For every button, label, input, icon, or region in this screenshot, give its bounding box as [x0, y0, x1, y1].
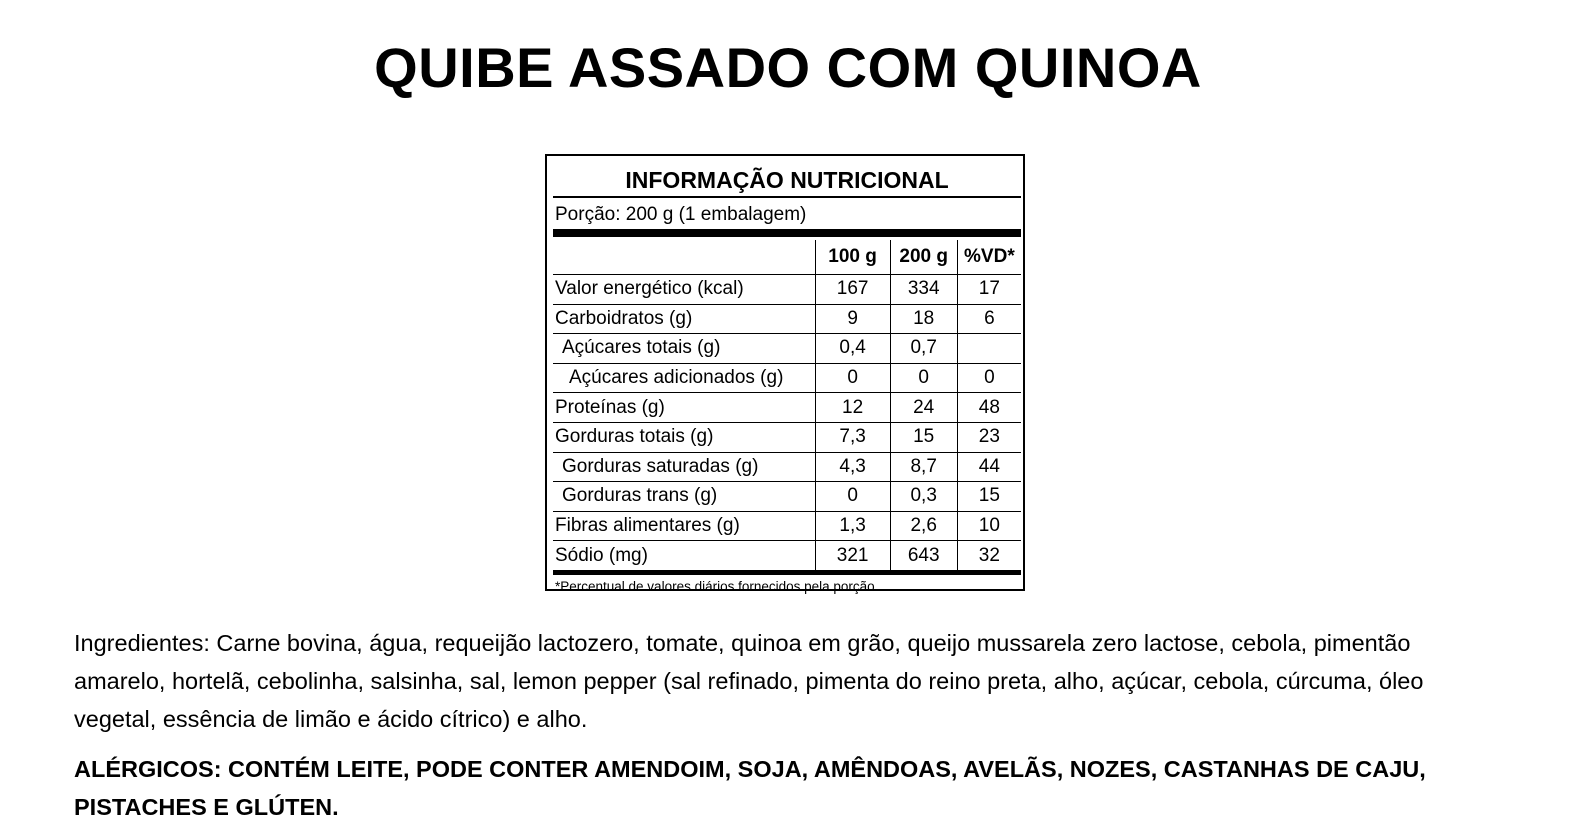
nutrient-name: Gorduras trans (g) [562, 485, 718, 507]
value-200g: 2,6 [890, 511, 957, 541]
nutrient-name: Gorduras saturadas (g) [562, 455, 759, 477]
value-vd: 10 [957, 511, 1021, 541]
nutrient-name: Fibras alimentares (g) [555, 515, 740, 537]
label-heading: INFORMAÇÃO NUTRICIONAL [553, 162, 1021, 198]
ingredients-text: Ingredientes: Carne bovina, água, requeijão lactozero, tomate, quinoa em grão, queijo mussarela zero lactose, cebola, pimentão amarelo, hortelã, cebolinha, salsinha, sal, lemon pepper (sal refinado, pimenta do reino preta, alho, açúcar, cebola, cúrcuma, óleo vegetal, essência de limão e ácido cítrico) e alho. [74, 630, 1424, 732]
column-header-vd: %VD* [957, 240, 1021, 275]
nutrient-name: Açúcares adicionados (g) [569, 367, 784, 389]
value-vd: 6 [957, 304, 1021, 334]
nutrient-name: Carboidratos (g) [555, 307, 693, 329]
table-row [553, 363, 1021, 393]
value-vd: 0 [957, 363, 1021, 393]
table-row [553, 275, 1021, 305]
value-100g: 0 [815, 482, 890, 512]
allergens-text: ALÉRGICOS: CONTÉM LEITE, PODE CONTER AMENDOIM, SOJA, AMÊNDOAS, AVELÃS, NOZES, CASTANHAS DE CAJU, PISTACHES E GLÚTEN. [74, 756, 1426, 820]
nutrient-name: Valor energético (kcal) [555, 278, 744, 300]
portion-size: Porção: 200 g (1 embalagem) [553, 198, 1021, 237]
value-vd: 23 [957, 422, 1021, 452]
nutrition-table [553, 240, 1021, 575]
nutrient-name: Gorduras totais (g) [555, 426, 714, 448]
value-100g: 321 [815, 541, 890, 573]
value-200g: 334 [890, 275, 957, 305]
value-200g: 0 [890, 363, 957, 393]
value-100g: 167 [815, 275, 890, 305]
table-row [553, 422, 1021, 452]
value-100g: 0 [815, 363, 890, 393]
value-200g: 15 [890, 422, 957, 452]
nutrient-name: Sódio (mg) [555, 544, 648, 566]
value-200g: 643 [890, 541, 957, 573]
value-100g: 9 [815, 304, 890, 334]
table-row [553, 511, 1021, 541]
value-100g: 12 [815, 393, 890, 423]
value-vd: 48 [957, 393, 1021, 423]
table-header-row [553, 240, 1021, 275]
table-row [553, 334, 1021, 364]
value-200g: 0,3 [890, 482, 957, 512]
table-row [553, 482, 1021, 512]
value-100g: 0,4 [815, 334, 890, 364]
value-vd [957, 334, 1021, 364]
value-100g: 4,3 [815, 452, 890, 482]
value-100g: 7,3 [815, 422, 890, 452]
label-footnote: *Percentual de valores diários fornecidos pela porção. [555, 578, 879, 594]
value-vd: 17 [957, 275, 1021, 305]
table-row [553, 452, 1021, 482]
column-header-100g: 100 g [815, 240, 890, 275]
value-200g: 24 [890, 393, 957, 423]
nutrient-name: Açúcares totais (g) [562, 337, 721, 359]
nutrition-facts-label [545, 154, 1025, 594]
value-vd: 44 [957, 452, 1021, 482]
value-200g: 0,7 [890, 334, 957, 364]
column-header-200g: 200 g [890, 240, 957, 275]
product-title: QUIBE ASSADO COM QUINOA [374, 36, 1202, 99]
table-row [553, 304, 1021, 334]
table-row [553, 541, 1021, 573]
value-100g: 1,3 [815, 511, 890, 541]
header-blank [553, 240, 815, 275]
value-200g: 8,7 [890, 452, 957, 482]
value-200g: 18 [890, 304, 957, 334]
nutrient-name: Proteínas (g) [555, 396, 665, 418]
value-vd: 32 [957, 541, 1021, 573]
value-vd: 15 [957, 482, 1021, 512]
table-row [553, 393, 1021, 423]
